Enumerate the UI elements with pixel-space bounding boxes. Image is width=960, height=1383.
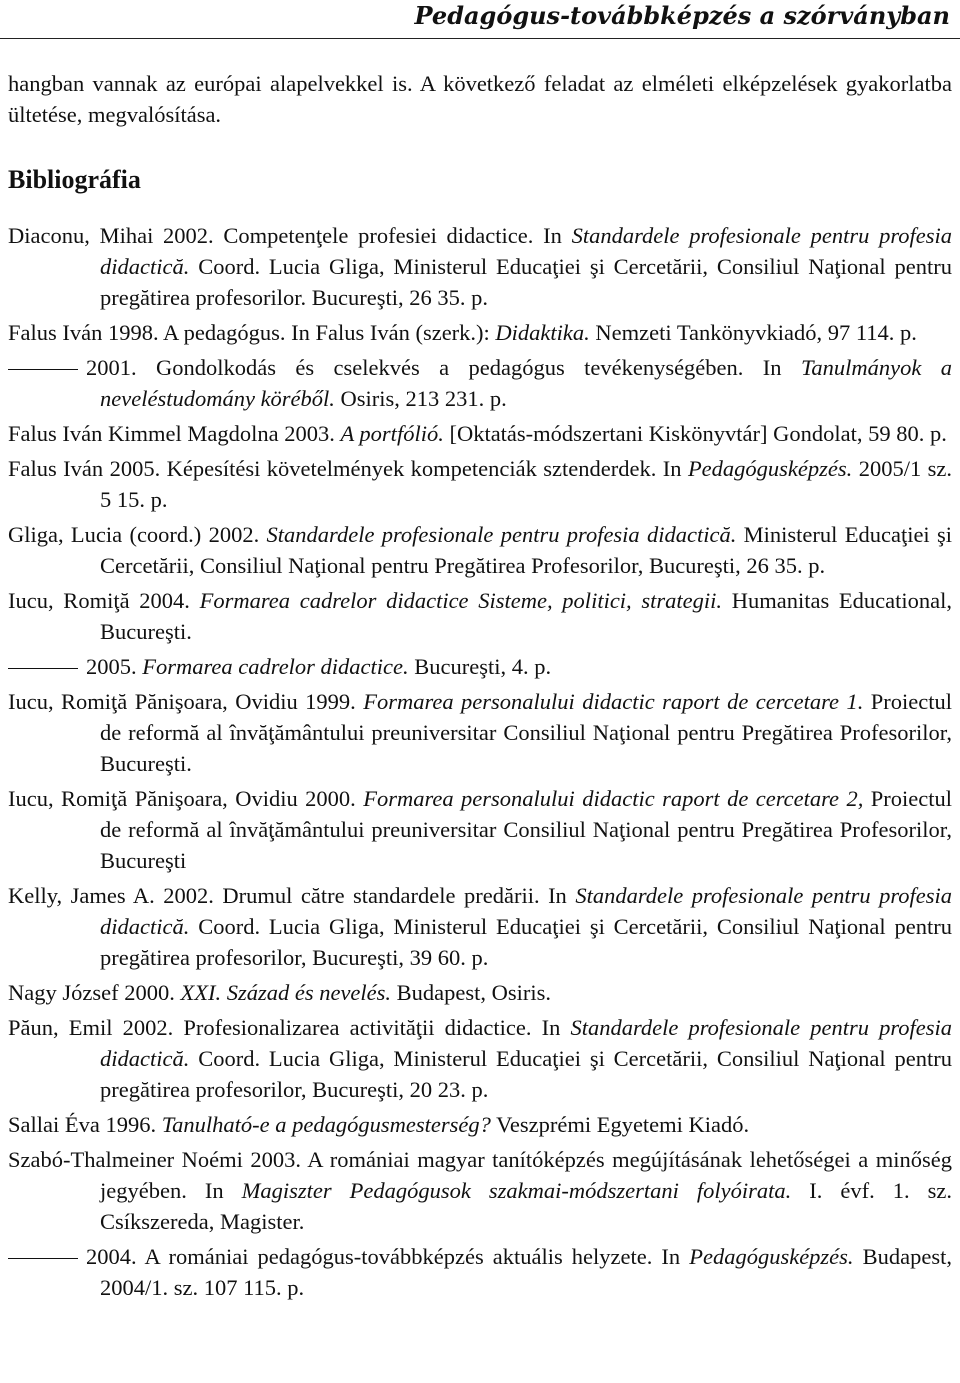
reference-text: Szabó-Thalmeiner Noémi 2003. A romániai magyar tanítóképzés megújításának lehetőségei a minőség jegyében. In xyxy=(8,1147,952,1203)
reference-details: Coord. Lucia Gliga, Ministerul Educaţiei şi Cercetării, Consiliul Naţional pentru pregătirea profesorilor. Bucureşti, 26 35. p. xyxy=(100,254,952,310)
reference-item xyxy=(8,1241,952,1303)
reference-details: Bucureşti, 4. p. xyxy=(408,654,552,679)
reference-title: Standardele profesionale pentru profesia didactică. xyxy=(100,223,952,279)
page-body xyxy=(8,68,952,1307)
reference-item xyxy=(8,1012,952,1105)
reference-details: [Oktatás-módszertani Kiskönyvtár] Gondolat, 59 80. p. xyxy=(443,421,947,446)
reference-item xyxy=(8,519,952,581)
reference-details: Nemzeti Tankönyvkiadó, 97 114. p. xyxy=(589,320,917,345)
reference-title: Magiszter Pedagógusok szakmai-módszertani folyóirata. xyxy=(241,1178,792,1203)
reference-item xyxy=(8,686,952,779)
reference-details: I. évf. 1. sz. Csíkszereda, Magister. xyxy=(100,1178,952,1234)
running-header: Pedagógus-továbbképzés a szórványban xyxy=(414,1,950,30)
reference-title: Tanulható-e a pedagógusmesterség? xyxy=(161,1112,491,1137)
reference-text: Gliga, Lucia (coord.) 2002. xyxy=(8,522,267,547)
reference-details: Coord. Lucia Gliga, Ministerul Educaţiei şi Cercetării, Consiliul Naţional pentru pregătirea profesorilor, Bucureşti, 39 60. p. xyxy=(100,914,952,970)
reference-text: 2001. Gondolkodás és cselekvés a pedagógus tevékenységében. In xyxy=(86,355,801,380)
reference-details: Ministerul Educaţiei şi Cercetării, Consiliul Naţional pentru Pregătirea Profesorilor, Bucureşti, 26 35. p. xyxy=(100,522,952,578)
reference-title: Standardele profesionale pentru profesia didactică. xyxy=(100,883,952,939)
section-heading: Bibliográfia xyxy=(8,165,141,194)
reference-details: Veszprémi Egyetemi Kiadó. xyxy=(490,1112,750,1137)
reference-item xyxy=(8,880,952,973)
reference-text: Falus Iván 1998. A pedagógus. In Falus Iván (szerk.): xyxy=(8,320,496,345)
reference-details: Budapest, 2004/1. sz. 107 115. p. xyxy=(100,1244,952,1300)
reference-text: Falus Iván Kimmel Magdolna 2003. xyxy=(8,421,341,446)
reference-title: Formarea personalului didactic raport de cercetare 1. xyxy=(363,689,864,714)
ditto-dash xyxy=(8,369,78,370)
reference-text: Iucu, Romiţă Pănişoara, Ovidiu 2000. xyxy=(8,786,364,811)
reference-details: Proiectul de reformă al învăţământului preuniversitar Consiliul Naţional pentru Pregătirea Profesorilor, Bucureşti xyxy=(100,786,952,873)
reference-text: Diaconu, Mihai 2002. Competenţele profesiei didactice. In xyxy=(8,223,572,248)
reference-item xyxy=(8,783,952,876)
reference-text: 2005. xyxy=(86,654,143,679)
reference-text: Păun, Emil 2002. Profesionalizarea activităţii didactice. In xyxy=(8,1015,571,1040)
reference-item xyxy=(8,453,952,515)
reference-item xyxy=(8,352,952,414)
reference-item xyxy=(8,1109,952,1140)
reference-item xyxy=(8,220,952,313)
reference-item xyxy=(8,585,952,647)
reference-text: Iucu, Romiţă 2004. xyxy=(8,588,200,613)
reference-item xyxy=(8,1144,952,1237)
reference-title: A portfólió. xyxy=(340,421,444,446)
reference-details: Humanitas Educational, Bucureşti. xyxy=(100,588,952,644)
reference-details: Coord. Lucia Gliga, Ministerul Educaţiei şi Cercetării, Consiliul Naţional pentru pregătirea profesorilor, Bucureşti, 20 23. p. xyxy=(100,1046,952,1102)
bibliography-list xyxy=(8,220,952,1303)
reference-details: 2005/1 sz. 5 15. p. xyxy=(100,456,952,512)
reference-title: Tanulmányok a neveléstudomány köréből. xyxy=(100,355,952,411)
reference-title: Pedagógusképzés. xyxy=(689,1244,854,1269)
reference-text: Kelly, James A. 2002. Drumul către standardele predării. In xyxy=(8,883,576,908)
reference-text: Iucu, Romiţă Pănişoara, Ovidiu 1999. xyxy=(8,689,364,714)
header-divider xyxy=(0,38,960,39)
reference-text: Falus Iván 2005. Képesítési követelmények kompetenciák sztenderdek. In xyxy=(8,456,688,481)
reference-title: Didaktika. xyxy=(495,320,590,345)
reference-title: Formarea personalului didactic raport de cercetare 2, xyxy=(363,786,864,811)
reference-title: Standardele profesionale pentru profesia didactică. xyxy=(100,1015,952,1071)
reference-item xyxy=(8,977,952,1008)
intro-paragraph: hangban vannak az európai alapelvekkel is. A következő feladat az elméleti elképzelések gyakorlatba ültetése, megvalósítása. xyxy=(8,71,952,127)
reference-title: XXI. Század és nevelés. xyxy=(180,980,392,1005)
reference-title: Standardele profesionale pentru profesia didactică. xyxy=(266,522,737,547)
reference-text: 2004. A romániai pedagógus-továbbképzés aktuális helyzete. In xyxy=(86,1244,690,1269)
reference-text: Nagy József 2000. xyxy=(8,980,181,1005)
reference-details: Proiectul de reformă al învăţământului preuniversitar Consiliul Naţional pentru Pregătirea Profesorilor, Bucureşti. xyxy=(100,689,952,776)
reference-title: Formarea cadrelor didactice. xyxy=(142,654,409,679)
ditto-dash xyxy=(8,668,78,669)
reference-text: Sallai Éva 1996. xyxy=(8,1112,162,1137)
ditto-dash xyxy=(8,1258,78,1259)
reference-title: Formarea cadrelor didactice Sisteme, politici, strategii. xyxy=(199,588,723,613)
reference-item xyxy=(8,418,952,449)
reference-details: Osiris, 213 231. p. xyxy=(334,386,507,411)
reference-title: Pedagógusképzés. xyxy=(687,456,853,481)
reference-details: Budapest, Osiris. xyxy=(391,980,552,1005)
reference-item xyxy=(8,317,952,348)
reference-item xyxy=(8,651,952,682)
